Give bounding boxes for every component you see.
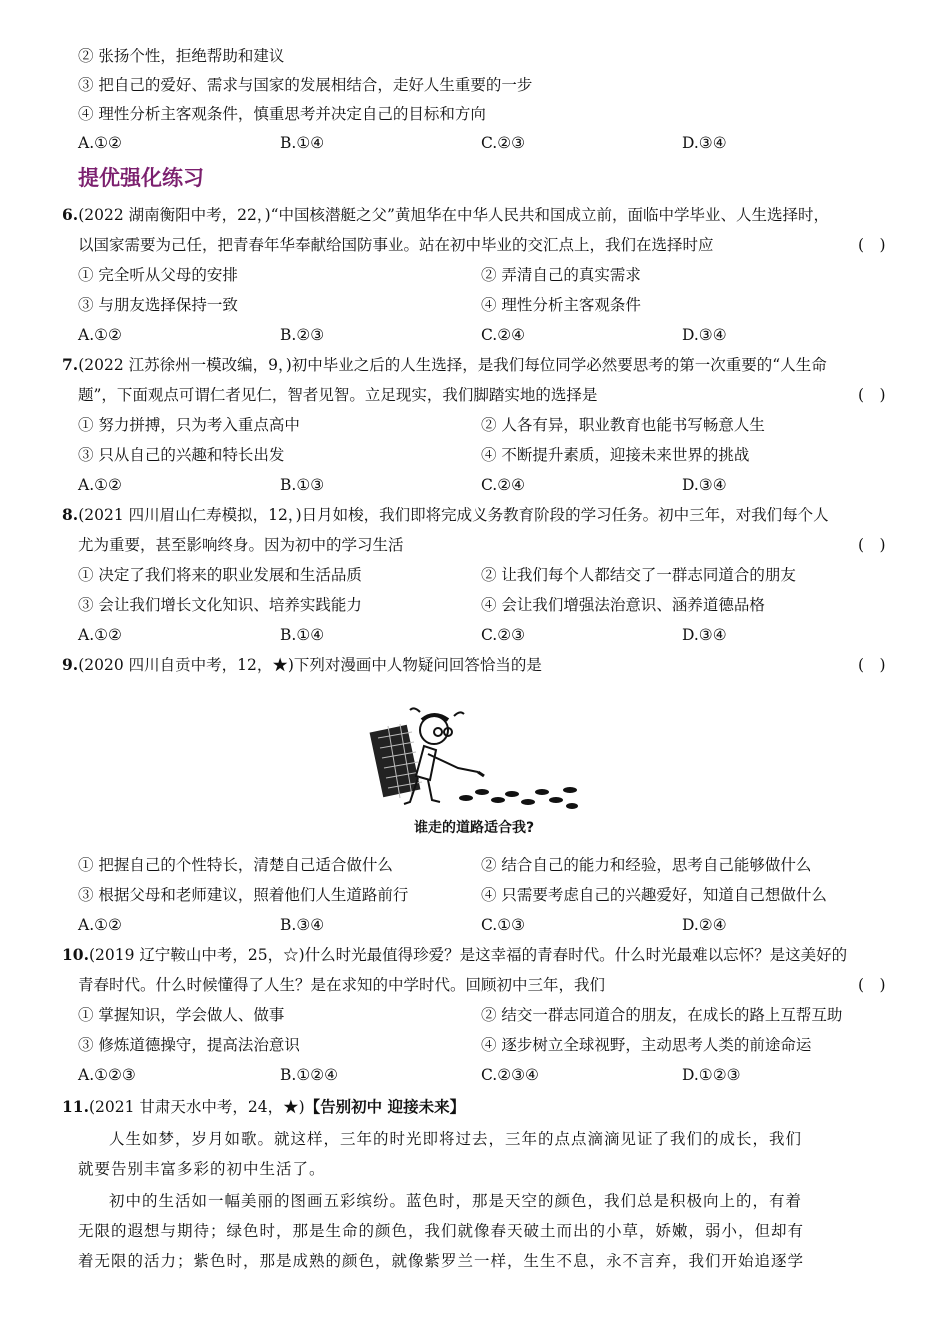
q7-number: 7.	[62, 355, 79, 374]
cartoon-image	[366, 706, 586, 816]
top-option-2: ② 张扬个性，拒绝帮助和建议	[78, 47, 285, 65]
q6-option-3: ③ 与朋友选择保持一致	[78, 296, 238, 314]
q7-answer-blank[interactable]: ( )	[858, 386, 886, 404]
q11-para1-line2: 就要告别丰富多彩的初中生活了。	[78, 1160, 326, 1178]
q6-choice-b: B.②③	[280, 326, 325, 344]
footprints-illustration	[459, 787, 578, 809]
q10-stem-2: 青春时代。什么时候懂得了人生？是在求知的中学时代。回顾初中三年，我们	[78, 976, 606, 994]
q9-option-4: ④ 只需要考虑自己的兴趣爱好，知道自己想做什么	[481, 886, 827, 904]
q7-option-3: ③ 只从自己的兴趣和特长出发	[78, 446, 285, 464]
q11-para1-line1: 人生如梦，岁月如歌。就这样，三年的时光即将过去，三年的点点滴滴见证了我们的成长，我们	[109, 1130, 803, 1148]
q6-option-2: ② 弄清自己的真实需求	[481, 266, 641, 284]
q10-choice-a: A.①②③	[78, 1066, 136, 1084]
q6-choice-c: C.②④	[481, 326, 526, 344]
q7-choice-a: A.①②	[78, 476, 122, 494]
q10-choice-b: B.①②④	[280, 1066, 339, 1084]
q11-para2-line1: 初中的生活如一幅美丽的图画五彩缤纷。蓝色时，那是天空的颜色，我们总是积极向上的，有着	[109, 1192, 803, 1210]
q8-choice-a: A.①②	[78, 626, 122, 644]
q8-choice-b: B.①④	[280, 626, 325, 644]
q7-choice-b: B.①③	[280, 476, 325, 494]
cartoon-caption: 谁走的道路适合我?	[414, 820, 535, 836]
q8-option-1: ① 决定了我们将来的职业发展和生活品质	[78, 566, 362, 584]
q7-option-1: ① 努力拼搏，只为考入重点高中	[78, 416, 300, 434]
q6-stem-2: 以国家需要为己任，把青春年华奉献给国防事业。站在初中毕业的交汇点上，我们在选择时应	[78, 236, 714, 254]
top-option-3: ③ 把自己的爱好、需求与国家的发展相结合，走好人生重要的一步	[78, 76, 533, 94]
q10-number: 10.	[62, 945, 89, 964]
q8-option-2: ② 让我们每个人都结交了一群志同道合的朋友	[481, 566, 796, 584]
q11-para2-line2: 无限的遐想与期待；绿色时，那是生命的颜色，我们就像春天破土而出的小草，娇嫩，弱小，但却有	[78, 1222, 805, 1240]
q10-option-4: ④ 逐步树立全球视野，主动思考人类的前途命运	[481, 1036, 812, 1054]
q10-stem-1: (2019 辽宁鞍山中考，25，☆)什么时光最值得珍爱？是这幸福的青春时代。什么时光最难以忘怀？是这美好的	[88, 946, 848, 964]
q11-source: (2021 甘肃天水中考，24，★)	[88, 1098, 305, 1116]
q7-option-4: ④ 不断提升素质，迎接未来世界的挑战	[481, 446, 750, 464]
q9-answer-blank[interactable]: ( )	[858, 656, 886, 674]
top-choice-d: D.③④	[682, 134, 727, 152]
q9-option-3: ③ 根据父母和老师建议，照着他们人生道路前行	[78, 886, 409, 904]
q9-choice-d: D.②④	[682, 916, 727, 934]
q6-choice-a: A.①②	[78, 326, 122, 344]
q9-option-2: ② 结合自己的能力和经验，思考自己能够做什么	[481, 856, 812, 874]
q10-option-3: ③ 修炼道德操守，提高法治意识	[78, 1036, 300, 1054]
q9-option-1: ① 把握自己的个性特长，清楚自己适合做什么	[78, 856, 393, 874]
q10-option-1: ① 掌握知识，学会做人、做事	[78, 1006, 285, 1024]
q9-choice-c: C.①③	[481, 916, 526, 934]
q10-choice-c: C.②③④	[481, 1066, 539, 1084]
q6-line1	[62, 204, 829, 226]
q6-option-1: ① 完全听从父母的安排	[78, 266, 238, 284]
q8-choice-d: D.③④	[682, 626, 727, 644]
q10-line1	[62, 944, 847, 966]
q10-choice-d: D.①②③	[682, 1066, 741, 1084]
q9-stem-1: (2020 四川自贡中考，12，★)下列对漫画中人物疑问回答恰当的是	[78, 656, 542, 674]
top-choice-a: A.①②	[78, 134, 122, 152]
q8-choice-c: C.②③	[481, 626, 526, 644]
q9-number: 9.	[62, 655, 79, 674]
q11-line1	[62, 1096, 465, 1118]
q11-number: 11.	[62, 1097, 89, 1116]
q8-option-4: ④ 会让我们增强法治意识、涵养道德品格	[481, 596, 765, 614]
q6-option-4: ④ 理性分析主客观条件	[481, 296, 641, 314]
top-choice-c: C.②③	[481, 134, 526, 152]
q7-stem-2: 题”，下面观点可谓仁者见仁，智者见智。立足现实，我们脚踏实地的选择是	[78, 386, 598, 404]
q9-line1	[62, 654, 542, 676]
section-title: 提优强化练习	[78, 166, 204, 190]
q8-number: 8.	[62, 505, 79, 524]
q8-answer-blank[interactable]: ( )	[858, 536, 886, 554]
q6-stem-1: (2022 湖南衡阳中考，22，)“中国核潜艇之父”黄旭华在中华人民共和国成立前，面临中学毕业、人生选择时，	[78, 206, 829, 224]
q8-line1	[62, 504, 829, 526]
q8-stem-2: 尤为重要，甚至影响终身。因为初中的学习生活	[78, 536, 404, 554]
q6-number: 6.	[62, 205, 79, 224]
q9-choice-b: B.③④	[280, 916, 325, 934]
q10-answer-blank[interactable]: ( )	[858, 976, 886, 994]
q6-choice-d: D.③④	[682, 326, 727, 344]
q7-choice-d: D.③④	[682, 476, 727, 494]
q11-para2-line3: 着无限的活力；紫色时，那是成熟的颜色，就像紫罗兰一样，生生不息，永不言弃，我们开始追逐学	[78, 1252, 805, 1270]
top-choice-b: B.①④	[280, 134, 325, 152]
q9-choice-a: A.①②	[78, 916, 122, 934]
q7-line1	[62, 354, 827, 376]
q10-option-2: ② 结交一群志同道合的朋友，在成长的路上互帮互助	[481, 1006, 843, 1024]
q8-stem-1: (2021 四川眉山仁寿模拟，12，)日月如梭，我们即将完成义务教育阶段的学习任务。初中三年，对我们每个人	[78, 506, 829, 524]
q11-title: 【告别初中 迎接未来】	[304, 1097, 466, 1116]
q7-stem-1: (2022 江苏徐州一模改编，9，)初中毕业之后的人生选择，是我们每位同学必然要思考的第一次重要的“人生命	[78, 356, 827, 374]
q8-option-3: ③ 会让我们增长文化知识、培养实践能力	[78, 596, 362, 614]
top-option-4: ④ 理性分析主客观条件，慎重思考并决定自己的目标和方向	[78, 105, 486, 123]
q6-answer-blank[interactable]: ( )	[858, 236, 886, 254]
q7-option-2: ② 人各有异，职业教育也能书写畅意人生	[481, 416, 765, 434]
q7-choice-c: C.②④	[481, 476, 526, 494]
